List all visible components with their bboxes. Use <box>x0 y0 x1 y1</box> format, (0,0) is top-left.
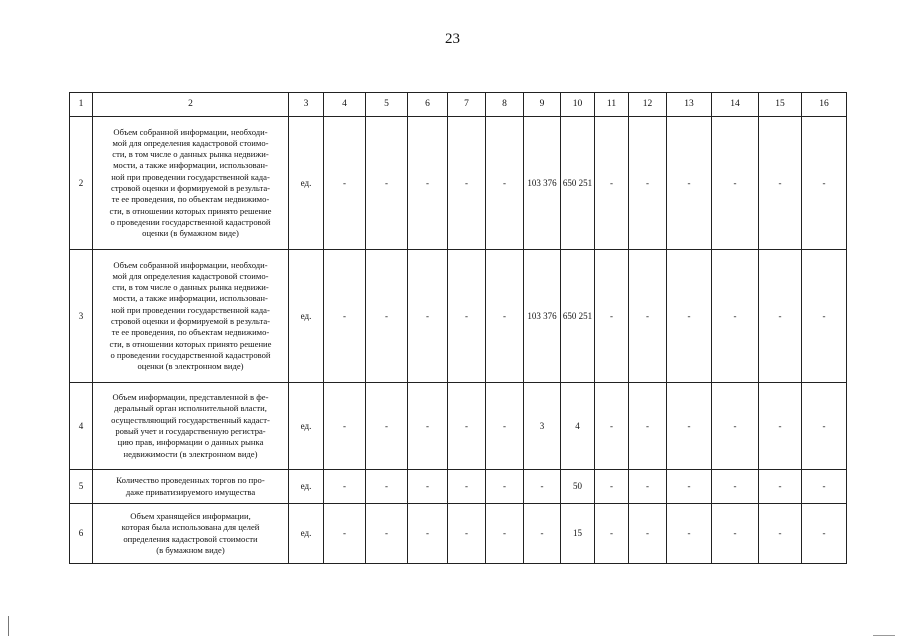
column-header: 10 <box>561 93 595 117</box>
indicator-name-line: Объем собранной информации, необходи- <box>113 126 268 137</box>
value-cell: - <box>629 383 667 470</box>
value-cell: 103 376 <box>524 117 561 250</box>
value-cell: - <box>408 504 448 564</box>
indicator-name-line: Объем информации, представленной в фе- <box>112 392 269 403</box>
value-cell: - <box>486 250 524 383</box>
indicator-name-line: сти, в отношении которых принято решение <box>109 338 272 349</box>
column-header: 11 <box>595 93 629 117</box>
indicator-name-line: мости, а также информации, использован- <box>113 160 268 171</box>
value-cell: - <box>802 504 847 564</box>
indicator-name-line: сти, в том числе о данных рынка недвижи- <box>112 282 269 293</box>
value-cell: - <box>759 504 802 564</box>
indicator-name-line: ной при проведении государственной када- <box>111 171 270 182</box>
value-cell: - <box>802 383 847 470</box>
table-row <box>70 470 847 504</box>
indicator-name-line: даже приватизируемого имущества <box>125 486 256 497</box>
indicator-table <box>69 92 847 564</box>
value-cell: - <box>524 504 561 564</box>
indicator-name-line: мой для определения кадастровой стоимо- <box>112 270 269 281</box>
value-cell: - <box>712 504 759 564</box>
scan-artifact <box>873 635 895 636</box>
row-number: 4 <box>70 383 93 470</box>
indicator-name-line: Объем хранящейся информации, <box>130 510 251 521</box>
indicator-name <box>93 250 289 383</box>
value-cell: - <box>408 117 448 250</box>
value-cell: 4 <box>561 383 595 470</box>
value-cell: - <box>802 117 847 250</box>
indicator-name-line: которая была использована для целей <box>121 522 260 533</box>
header-row <box>70 93 847 117</box>
row-number: 5 <box>70 470 93 504</box>
indicator-name-line: мой для определения кадастровой стоимо- <box>112 137 269 148</box>
column-header: 14 <box>712 93 759 117</box>
value-cell: - <box>324 470 366 504</box>
column-header: 9 <box>524 93 561 117</box>
value-cell: - <box>802 250 847 383</box>
value-cell: 650 251 <box>561 117 595 250</box>
indicator-name-line: оценки (в бумажном виде) <box>142 228 239 239</box>
indicator-name-line: деральный орган исполнительной власти, <box>114 403 267 414</box>
value-cell: - <box>667 383 712 470</box>
value-cell: - <box>712 117 759 250</box>
row-number: 3 <box>70 250 93 383</box>
value-cell: - <box>324 383 366 470</box>
value-cell: - <box>408 250 448 383</box>
table-row <box>70 117 847 250</box>
indicator-name-line: те ее проведения, по объектам недвижимо- <box>111 327 270 338</box>
indicator-name-line: Количество проведенных торгов по про- <box>116 475 265 486</box>
unit-cell: ед. <box>289 504 324 564</box>
value-cell: - <box>408 383 448 470</box>
indicator-name-line: оценки (в электронном виде) <box>137 361 244 372</box>
indicator-name-line: Объем собранной информации, необходи- <box>113 259 268 270</box>
indicator-name <box>93 504 289 564</box>
value-cell: - <box>712 250 759 383</box>
value-cell: 15 <box>561 504 595 564</box>
unit-cell: ед. <box>289 383 324 470</box>
value-cell: - <box>366 504 408 564</box>
column-header: 4 <box>324 93 366 117</box>
value-cell: - <box>486 117 524 250</box>
unit-cell: ед. <box>289 470 324 504</box>
value-cell: - <box>667 470 712 504</box>
value-cell: - <box>524 470 561 504</box>
indicator-name-line: осуществляющий государственный кадаст- <box>111 414 270 425</box>
value-cell: - <box>667 250 712 383</box>
value-cell: - <box>759 383 802 470</box>
column-header: 15 <box>759 93 802 117</box>
indicator-name-line: ной при проведении государственной када- <box>111 304 270 315</box>
indicator-name-line: определения кадастровой стоимости <box>123 533 258 544</box>
value-cell: - <box>595 383 629 470</box>
indicator-name <box>93 117 289 250</box>
value-cell: - <box>486 470 524 504</box>
indicator-name-line: сти, в отношении которых принято решение <box>109 205 272 216</box>
value-cell: - <box>759 470 802 504</box>
indicator-name-line: о проведении государственной кадастровой <box>110 349 271 360</box>
value-cell: - <box>366 470 408 504</box>
column-header: 1 <box>70 93 93 117</box>
value-cell: - <box>595 250 629 383</box>
value-cell: - <box>448 470 486 504</box>
value-cell: - <box>408 470 448 504</box>
column-header: 6 <box>408 93 448 117</box>
column-header: 5 <box>366 93 408 117</box>
value-cell: 103 376 <box>524 250 561 383</box>
row-number: 2 <box>70 117 93 250</box>
indicator-name-line: цию прав, информации о данных рынка <box>117 437 264 448</box>
value-cell: - <box>366 383 408 470</box>
value-cell: - <box>712 470 759 504</box>
indicator-name-line: мости, а также информации, использован- <box>113 293 268 304</box>
value-cell: - <box>486 504 524 564</box>
value-cell: - <box>448 504 486 564</box>
value-cell: 3 <box>524 383 561 470</box>
value-cell: - <box>448 250 486 383</box>
value-cell: 650 251 <box>561 250 595 383</box>
value-cell: - <box>759 117 802 250</box>
value-cell: - <box>667 504 712 564</box>
value-cell: - <box>667 117 712 250</box>
value-cell: - <box>629 504 667 564</box>
value-cell: - <box>712 383 759 470</box>
column-header: 12 <box>629 93 667 117</box>
indicator-name-line: те ее проведения, по объектам недвижимо- <box>111 194 270 205</box>
scan-artifact <box>8 616 9 636</box>
value-cell: - <box>595 504 629 564</box>
column-header: 16 <box>802 93 847 117</box>
indicator-name-line: о проведении государственной кадастровой <box>110 216 271 227</box>
unit-cell: ед. <box>289 117 324 250</box>
table-row <box>70 250 847 383</box>
indicator-name-line: стровой оценки и формируемой в результа- <box>111 316 270 326</box>
indicator-name-line: ровый учет и государственную регистра- <box>115 426 266 436</box>
indicator-name-line: (в бумажном виде) <box>156 544 225 555</box>
value-cell: - <box>629 470 667 504</box>
value-cell: - <box>324 250 366 383</box>
value-cell: - <box>324 504 366 564</box>
column-header: 13 <box>667 93 712 117</box>
row-number: 6 <box>70 504 93 564</box>
indicator-name <box>93 470 289 504</box>
page-number: 23 <box>445 31 460 47</box>
column-header: 3 <box>289 93 324 117</box>
value-cell: - <box>759 250 802 383</box>
value-cell: - <box>448 383 486 470</box>
value-cell: - <box>595 117 629 250</box>
indicator-name-line: недвижимости (в электронном виде) <box>123 448 258 459</box>
table-row <box>70 504 847 564</box>
column-header: 7 <box>448 93 486 117</box>
indicator-name <box>93 383 289 470</box>
value-cell: - <box>802 470 847 504</box>
value-cell: - <box>366 117 408 250</box>
indicator-name-line: сти, в том числе о данных рынка недвижи- <box>112 149 269 160</box>
column-header: 2 <box>93 93 289 117</box>
value-cell: - <box>486 383 524 470</box>
value-cell: 50 <box>561 470 595 504</box>
value-cell: - <box>366 250 408 383</box>
value-cell: - <box>629 250 667 383</box>
unit-cell: ед. <box>289 250 324 383</box>
table-row <box>70 383 847 470</box>
value-cell: - <box>629 117 667 250</box>
value-cell: - <box>448 117 486 250</box>
value-cell: - <box>324 117 366 250</box>
column-header: 8 <box>486 93 524 117</box>
value-cell: - <box>595 470 629 504</box>
indicator-name-line: стровой оценки и формируемой в результа- <box>111 183 270 193</box>
